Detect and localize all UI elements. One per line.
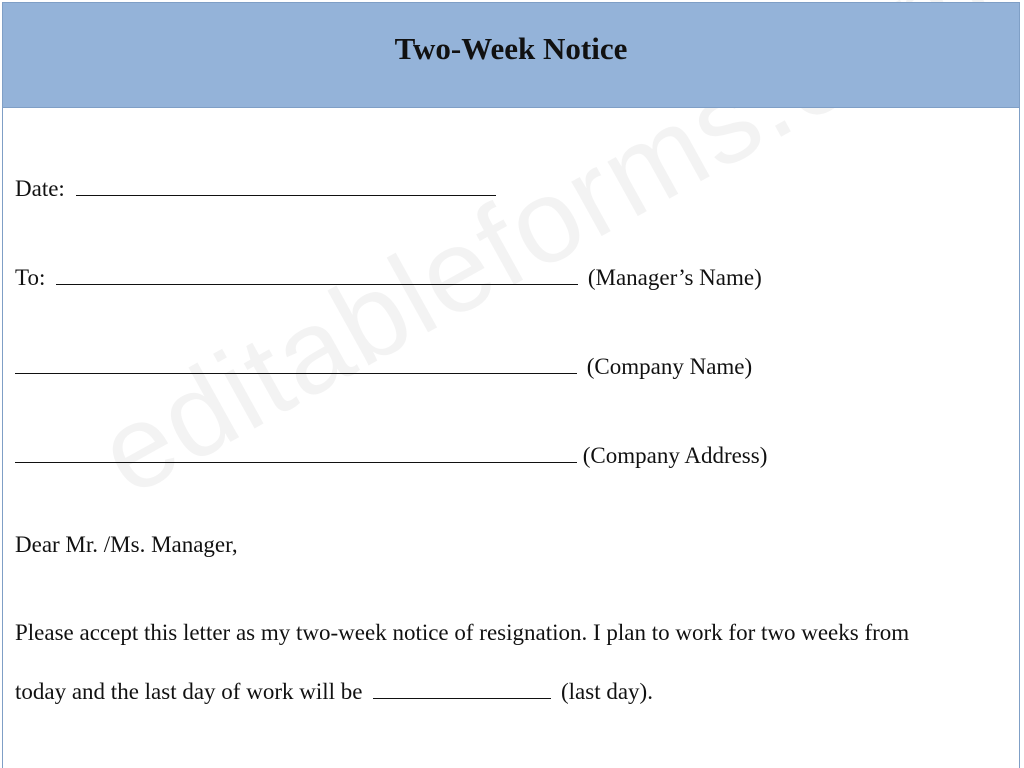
manager-name-field[interactable] [56,265,578,285]
company-name-hint: (Company Name) [586,354,753,379]
company-address-field[interactable] [15,443,577,463]
company-name-field[interactable] [15,354,577,374]
form-border [2,2,1020,768]
manager-name-hint: (Manager’s Name) [587,265,762,290]
address-row [15,441,767,471]
to-label: To: [15,265,46,290]
date-field[interactable] [76,176,496,196]
body-line-2-text: today and the last day of work will be [15,679,363,704]
company-address-hint: (Company Address) [582,443,768,468]
date-label: Date: [15,176,65,201]
to-row [15,263,762,293]
body-line-2 [15,677,653,707]
company-row [15,352,752,382]
date-row [15,174,496,204]
last-day-hint: (last day). [560,679,653,704]
title-bar [2,2,1020,108]
body-line-1: Please accept this letter as my two-week notice of resignation. I plan to work for two weeks from [15,620,910,645]
last-day-field[interactable] [373,679,551,699]
page-title: Two-Week Notice [394,31,628,66]
salutation: Dear Mr. /Ms. Manager, [15,532,238,557]
